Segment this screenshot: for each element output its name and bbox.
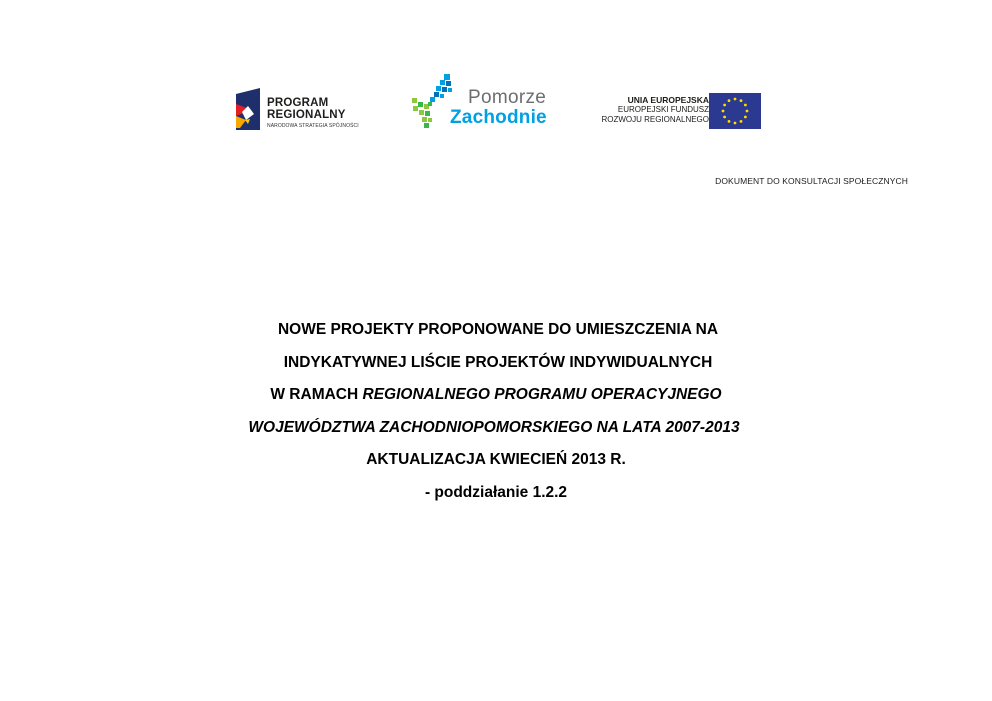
program-regionalny-line1: PROGRAM bbox=[267, 97, 329, 109]
title-line-4-italic: WOJEWÓDZTWA ZACHODNIOPOMORSKIEGO NA LATA 2007-2013 bbox=[248, 418, 740, 436]
eu-line3: ROZWOJU REGIONALNEGO bbox=[601, 115, 709, 124]
document-consultation-note: DOKUMENT DO KONSULTACJI SPOŁECZNYCH bbox=[715, 176, 908, 186]
pomorze-zachodnie-logo bbox=[410, 70, 560, 134]
title-line-3-italic: REGIONALNEGO PROGRAMU OPERACYJNEGO bbox=[362, 386, 722, 403]
program-regionalny-line2: REGIONALNY bbox=[267, 109, 346, 121]
eu-text-block bbox=[601, 95, 709, 125]
eu-line1: UNIA EUROPEJSKA bbox=[627, 95, 709, 105]
title-line-3-prefix: W RAMACH bbox=[270, 386, 363, 403]
eu-line2: EUROPEJSKI FUNDUSZ bbox=[617, 105, 709, 114]
title-line-3 bbox=[0, 379, 992, 412]
title-subaction: - poddziałanie 1.2.2 bbox=[424, 483, 568, 501]
zachodnie-word: Zachodnie bbox=[450, 107, 547, 128]
title-line-1: NOWE PROJEKTY PROPONOWANE DO UMIESZCZENIA NA bbox=[277, 321, 719, 338]
eu-flag-icon bbox=[709, 93, 761, 129]
title-line-5: AKTUALIZACJA KWIECIEŃ 2013 R. bbox=[366, 451, 626, 468]
program-regionalny-logo bbox=[232, 86, 372, 134]
document-title bbox=[0, 314, 992, 509]
title-line-4 bbox=[0, 412, 992, 445]
logo-bar bbox=[0, 70, 992, 140]
pomorze-word: Pomorze bbox=[468, 87, 547, 108]
unia-europejska-logo bbox=[592, 93, 764, 129]
program-regionalny-line3: NARODOWA STRATEGIA SPÓJNOŚCI bbox=[267, 123, 359, 129]
program-regionalny-flag-icon bbox=[232, 86, 264, 134]
title-line-2: INDYKATYWNEJ LIŚCIE PROJEKTÓW INDYWIDUALNYCH bbox=[283, 353, 713, 371]
